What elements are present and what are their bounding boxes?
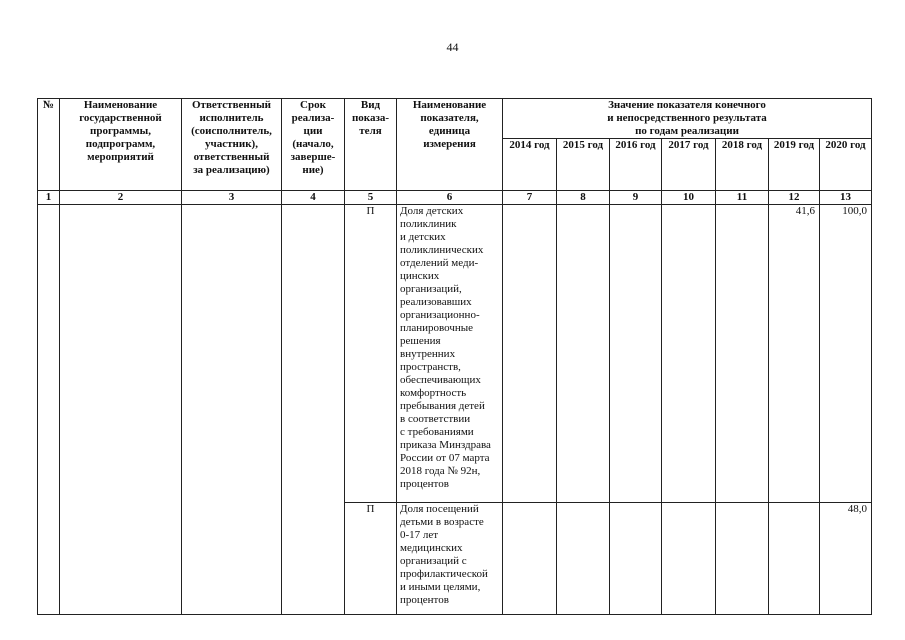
header-year: 2016 год bbox=[610, 139, 662, 191]
page-number: 44 bbox=[446, 40, 459, 54]
value-2019: 41,6 bbox=[769, 205, 820, 503]
header-year: 2020 год bbox=[820, 139, 872, 191]
value-2017 bbox=[662, 205, 716, 503]
column-number: 10 bbox=[662, 191, 716, 205]
value-2014 bbox=[503, 503, 557, 615]
column-number: 11 bbox=[716, 191, 769, 205]
indicator-name: Доля посещений детьми в возрасте 0-17 лет медицинских организаций с профилактической и иными целями, процентов bbox=[397, 503, 503, 615]
header-program: Наименование государственной программы, подпрограмм, мероприятий bbox=[60, 99, 182, 191]
value-2018 bbox=[716, 503, 769, 615]
indicator-table-wrap bbox=[37, 98, 872, 615]
value-2019 bbox=[769, 503, 820, 615]
column-number: 2 bbox=[60, 191, 182, 205]
value-2015 bbox=[557, 205, 610, 503]
cell-empty bbox=[282, 205, 345, 615]
value-2016 bbox=[610, 205, 662, 503]
value-2015 bbox=[557, 503, 610, 615]
header-term: Срок реализа- ции (начало, заверше- ние) bbox=[282, 99, 345, 191]
header-year: 2019 год bbox=[769, 139, 820, 191]
cell-empty bbox=[38, 205, 60, 615]
indicator-type: П bbox=[345, 503, 397, 615]
header-year: 2017 год bbox=[662, 139, 716, 191]
column-number: 7 bbox=[503, 191, 557, 205]
header-type: Вид показа- теля bbox=[345, 99, 397, 191]
indicator-type: П bbox=[345, 205, 397, 503]
indicator-table bbox=[37, 98, 872, 615]
cell-empty bbox=[182, 205, 282, 615]
cell-empty bbox=[60, 205, 182, 615]
column-number: 13 bbox=[820, 191, 872, 205]
column-number: 1 bbox=[38, 191, 60, 205]
header-values: Значение показателя конечного и непосредственного результата по годам реализации bbox=[503, 99, 872, 139]
header-no: № bbox=[38, 99, 60, 191]
header-executor: Ответственный исполнитель (соисполнитель, участник), ответственный за реализацию) bbox=[182, 99, 282, 191]
column-number: 3 bbox=[182, 191, 282, 205]
header-year: 2018 год bbox=[716, 139, 769, 191]
column-number: 6 bbox=[397, 191, 503, 205]
value-2018 bbox=[716, 205, 769, 503]
value-2014 bbox=[503, 205, 557, 503]
value-2020: 48,0 bbox=[820, 503, 872, 615]
column-number: 8 bbox=[557, 191, 610, 205]
value-2016 bbox=[610, 503, 662, 615]
header-indicator: Наименование показателя, единица измерения bbox=[397, 99, 503, 191]
value-2017 bbox=[662, 503, 716, 615]
header-year: 2014 год bbox=[503, 139, 557, 191]
column-number: 5 bbox=[345, 191, 397, 205]
table-row bbox=[38, 205, 872, 503]
value-2020: 100,0 bbox=[820, 205, 872, 503]
column-number: 12 bbox=[769, 191, 820, 205]
indicator-name: Доля детских поликлиник и детских поликлинических отделений меди- цинских организаций, реализовавших организационно- планировочные решения внутренних пространств, обеспечивающих комфортность пребывания детей в соответствии с требованиями приказа Минздрава России от 07 марта 2018 года № 92н, процентов bbox=[397, 205, 503, 503]
header-year: 2015 год bbox=[557, 139, 610, 191]
column-number: 4 bbox=[282, 191, 345, 205]
column-number: 9 bbox=[610, 191, 662, 205]
